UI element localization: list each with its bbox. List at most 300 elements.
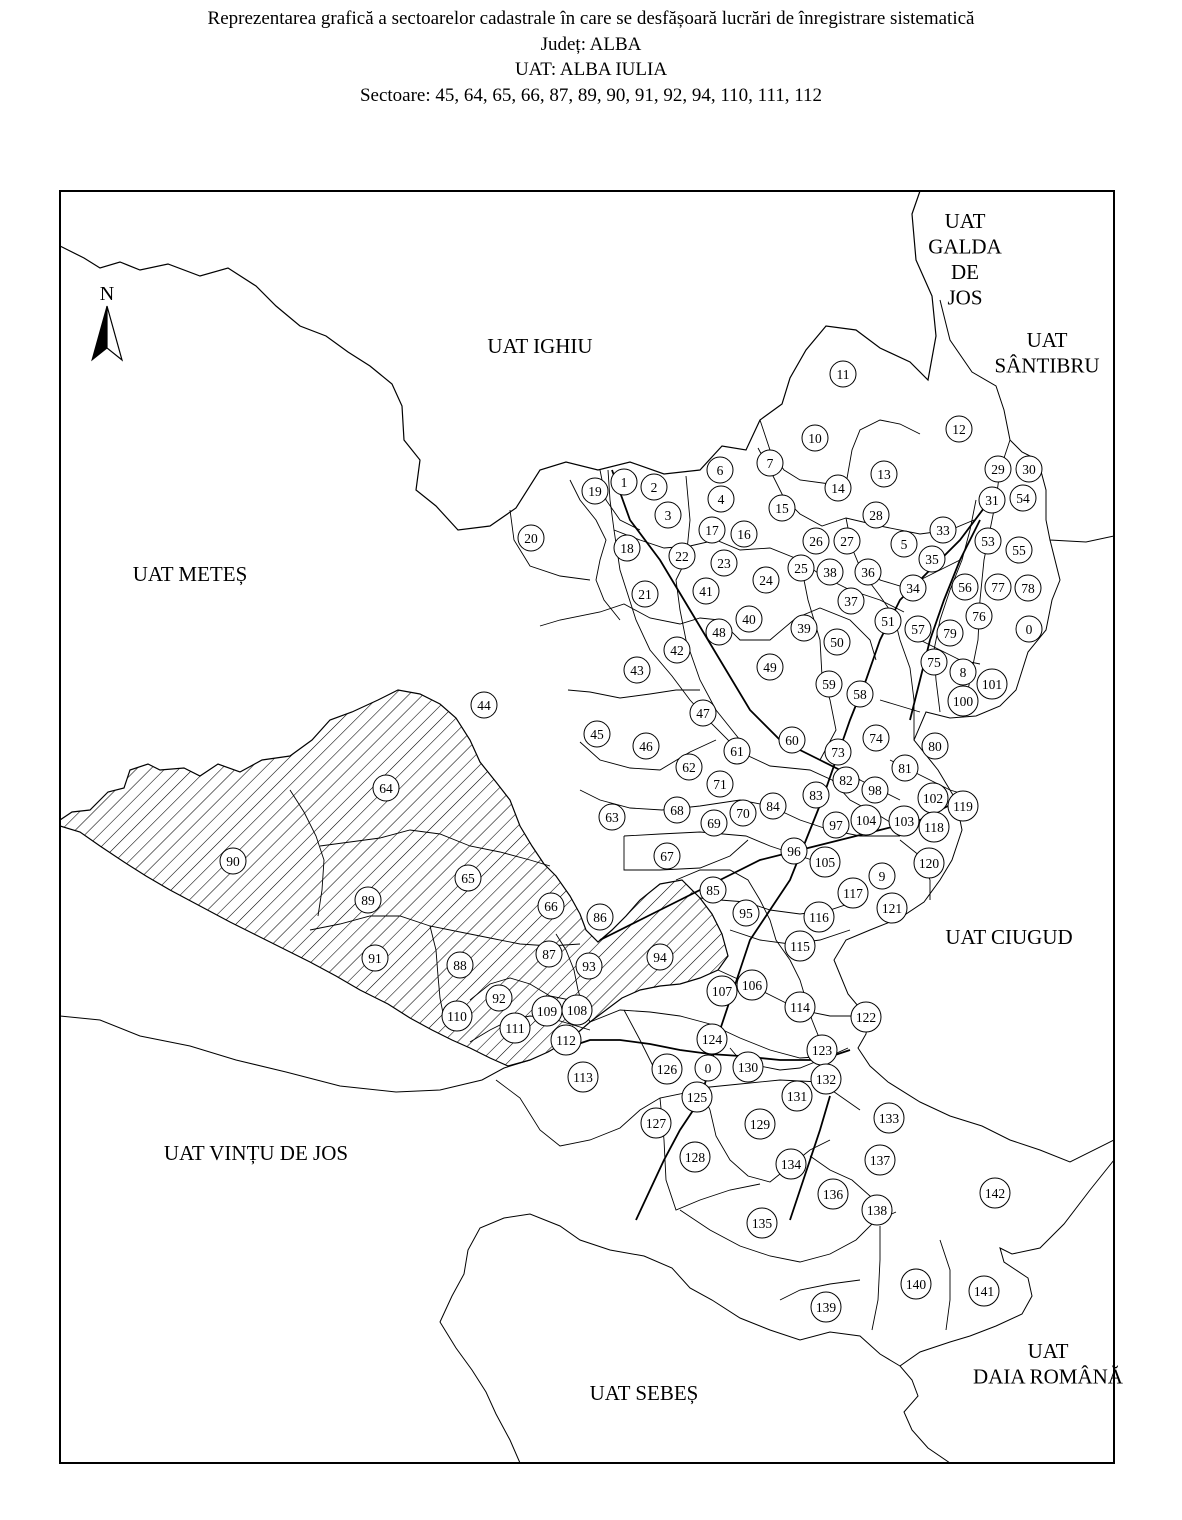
sector-81 [892,755,918,781]
sector-105 [810,847,840,877]
sector-number: 131 [786,1089,808,1104]
sector-58 [847,681,873,707]
sector-number: 4 [717,492,725,507]
sector-number: 75 [927,655,941,670]
sector-66-highlighted [538,893,564,919]
sector-number: 63 [605,810,619,825]
uat-label-line: UAT [1027,1339,1069,1363]
sector-number: 89 [361,893,375,908]
sector-94-highlighted [647,944,673,970]
sector-number: 27 [840,534,854,549]
sector-number: 137 [869,1153,891,1168]
sector-90-highlighted [220,848,246,874]
sector-number: 70 [736,806,750,821]
sector-number: 96 [787,844,801,859]
sector-number: 37 [844,594,858,609]
sector-9 [869,863,895,889]
sector-108 [562,995,592,1025]
sector-61 [724,738,750,764]
sector-number: 20 [524,531,538,546]
sector-number: 44 [477,698,491,713]
sector-124 [697,1024,727,1054]
sector-number: 45 [590,727,604,742]
sector-74 [863,725,889,751]
municipality-boundary [60,191,936,530]
sector-95 [733,900,759,926]
southeast-boundary [900,1160,1114,1463]
sector-54 [1010,485,1036,511]
sector-16 [731,521,757,547]
sector-number: 59 [822,677,836,692]
sector-number: 48 [712,625,726,640]
sector-57 [905,616,931,642]
sector-91-highlighted [362,945,388,971]
sector-number: 10 [808,431,822,446]
sector-138 [862,1195,892,1225]
sector-71 [707,771,733,797]
sector-38 [817,559,843,585]
sector-number: 133 [878,1111,900,1126]
sector-number: 6 [716,463,724,478]
sector-5 [891,531,917,557]
sector-number: 60 [785,733,799,748]
sector-number: 41 [699,584,713,599]
sector-11 [830,361,856,387]
sector-number: 85 [706,883,720,898]
uat-label-vintu [164,1141,348,1165]
sector-131 [782,1081,812,1111]
sector-4 [708,486,734,512]
sector-number: 14 [831,481,845,496]
sector-136 [818,1179,848,1209]
sector-137 [865,1145,895,1175]
sector-20 [518,525,544,551]
sector-number: 74 [869,731,883,746]
sectors-line: Sectoare: 45, 64, 65, 66, 87, 89, 90, 91, 92, 94, 110, 111, 112 [359,84,823,106]
sector-number: 30 [1022,462,1036,477]
uat-label-line: UAT CIUGUD [945,925,1073,949]
sector-number: 88 [453,958,467,973]
sector-number: 113 [573,1070,593,1085]
sector-number: 136 [822,1187,844,1202]
uat-label-line: DAIA ROMÂNĂ [973,1364,1123,1389]
sector-number: 11 [836,367,850,382]
sector-number: 57 [911,622,925,637]
sector-number: 23 [717,556,731,571]
uat-label-ighiu [487,334,592,358]
sector-number: 124 [701,1032,723,1047]
north-arrow-icon [92,283,122,360]
sector-number: 129 [749,1117,771,1132]
sector-number: 9 [878,869,886,884]
uat-label-ciugud [945,925,1072,949]
sector-12 [946,416,972,442]
sector-number: 127 [645,1116,667,1131]
sector-83 [803,782,829,808]
uat-label-metes [133,562,248,586]
sector-125 [682,1082,712,1112]
sector-47 [690,700,716,726]
sector-30 [1016,456,1042,482]
sector-6 [707,457,733,483]
sector-number: 46 [639,739,653,754]
sector-88 [447,952,473,978]
sector-number: 33 [936,523,950,538]
sector-106 [737,970,767,1000]
sector-69 [701,810,727,836]
sector-21 [632,581,658,607]
sector-85 [700,877,726,903]
sector-number: 66 [544,899,558,914]
sector-96 [781,838,807,864]
sector-number: 31 [985,493,999,508]
uat-label-daia [973,1339,1124,1389]
sector-51 [875,608,901,634]
sector-86 [587,904,613,930]
sector-19 [582,478,608,504]
uat-label-line: UAT [1026,328,1068,352]
sector-number: 26 [809,534,823,549]
uat-label-line: GALDA [928,234,1002,259]
sector-78 [1015,575,1041,601]
sector-number: 24 [759,573,773,588]
sector-102 [918,783,948,813]
sector-number: 111 [505,1021,525,1036]
sector-number: 142 [984,1186,1006,1201]
sector-number: 95 [739,906,753,921]
sector-65-highlighted [455,865,481,891]
sector-73 [825,739,851,765]
sector-number: 83 [809,788,823,803]
sector-number: 53 [981,534,995,549]
sector-number: 34 [906,581,920,596]
sector-0 [1016,616,1042,642]
sector-number: 138 [866,1203,888,1218]
uat-label-line: UAT [944,209,986,233]
sector-number: 39 [797,621,811,636]
sector-number: 106 [741,978,763,993]
sector-53 [975,528,1001,554]
sector-117 [838,878,868,908]
sector-number: 116 [809,910,829,925]
sector-26 [803,528,829,554]
sector-number: 121 [881,901,903,916]
sector-number: 76 [972,609,986,624]
sector-number: 100 [952,694,974,709]
sector-number: 92 [492,991,506,1006]
sector-50 [824,629,850,655]
sector-120 [914,848,944,878]
sector-number: 18 [620,541,634,556]
sector-number: 2 [650,480,658,495]
uat-label-galda [928,209,1002,310]
sector-36 [855,559,881,585]
sector-number: 38 [823,565,837,580]
sector-46 [633,733,659,759]
sector-number: 50 [830,635,844,650]
sector-number: 49 [763,660,777,675]
sector-39 [791,615,817,641]
sector-7 [757,450,783,476]
sector-133 [874,1103,904,1133]
sector-number: 112 [556,1033,576,1048]
sector-126 [652,1054,682,1084]
sector-number: 117 [843,886,863,901]
east-boundary [834,540,1114,1162]
sector-number: 13 [877,467,891,482]
sector-number: 12 [952,422,966,437]
sector-3 [655,502,681,528]
sector-68 [664,797,690,823]
sector-59 [816,671,842,697]
sector-number: 56 [958,580,972,595]
sector-33 [930,517,956,543]
sector-number: 102 [922,791,944,806]
sector-23 [711,550,737,576]
sector-number: 109 [536,1004,558,1019]
sector-101 [977,669,1007,699]
uat-label-line: UAT METEȘ [132,562,248,586]
sector-140 [901,1269,931,1299]
sector-48 [706,619,732,645]
sector-84 [760,793,786,819]
sector-number: 7 [766,456,774,471]
sector-60 [779,727,805,753]
sector-41 [693,578,719,604]
sector-number: 115 [790,939,810,954]
sector-number: 69 [707,816,721,831]
sector-142 [980,1178,1010,1208]
sector-62 [676,754,702,780]
sector-number: 15 [775,501,789,516]
sector-28 [863,502,889,528]
county-line: Județ: ALBA [540,33,642,55]
sector-49 [757,654,783,680]
sector-number: 21 [638,587,652,602]
sector-number: 8 [959,665,967,680]
sector-79 [937,620,963,646]
sector-number: 128 [684,1150,706,1165]
sector-134 [776,1149,806,1179]
uat-label-line: SÂNTIBRU [994,353,1100,378]
sector-number: 55 [1012,543,1026,558]
sector-number: 110 [447,1009,467,1024]
uat-label-line: UAT SEBEȘ [589,1381,699,1405]
sector-number: 123 [811,1043,833,1058]
sector-97 [823,812,849,838]
sector-63 [599,804,625,830]
sector-number: 0 [1025,622,1033,637]
sector-number: 98 [868,783,882,798]
sector-number: 80 [928,739,942,754]
sector-number: 25 [794,561,808,576]
sector-35 [919,546,945,572]
sector-44 [471,692,497,718]
uat-label-line: DE [951,260,979,284]
sector-number: 107 [711,984,733,999]
sector-24 [753,567,779,593]
sector-92-highlighted [486,985,512,1011]
sector-number: 93 [582,959,596,974]
sector-number: 36 [861,565,875,580]
sector-118 [919,812,949,842]
sector-98 [862,777,888,803]
sector-number: 71 [713,777,727,792]
sector-82 [833,767,859,793]
sector-93 [576,953,602,979]
sector-number: 73 [831,745,845,760]
sector-13 [871,461,897,487]
sector-number: 134 [780,1157,802,1172]
sector-89-highlighted [355,887,381,913]
sector-number: 35 [925,552,939,567]
sector-number: 62 [682,760,696,775]
highlighted-sector-area [60,690,728,1066]
sector-number: 68 [670,803,684,818]
sector-116 [804,902,834,932]
sector-number: 82 [839,773,853,788]
sector-135 [747,1208,777,1238]
sector-119 [948,791,978,821]
sector-110-highlighted [442,1001,472,1031]
sector-17 [699,517,725,543]
sector-100 [948,686,978,716]
sector-number: 79 [943,626,957,641]
sector-number: 3 [664,508,672,523]
uat-line: UAT: ALBA IULIA [514,59,668,80]
sector-number: 64 [379,781,393,796]
sebes-border [440,1214,900,1463]
sector-number: 77 [991,580,1005,595]
sector-45-highlighted [584,721,610,747]
sector-132 [811,1064,841,1094]
sector-42 [664,637,690,663]
sector-number: 132 [815,1072,837,1087]
sector-22 [669,543,695,569]
sector-number: 140 [905,1277,927,1292]
sector-64-highlighted [373,775,399,801]
sector-8 [950,659,976,685]
sector-number: 51 [881,614,895,629]
sector-number: 108 [566,1003,588,1018]
sector-number: 5 [900,537,908,552]
sector-number: 125 [686,1090,708,1105]
sector-123 [807,1035,837,1065]
sector-number: 104 [855,813,877,828]
sector-29 [985,456,1011,482]
sector-number: 118 [924,820,944,835]
sector-number: 65 [461,871,475,886]
sector-number: 19 [588,484,602,499]
sector-number: 87 [542,947,556,962]
sector-number: 40 [742,612,756,627]
sector-number: 28 [869,508,883,523]
sector-25 [788,555,814,581]
sector-number: 58 [853,687,867,702]
sector-128 [680,1142,710,1172]
sector-number: 120 [918,856,940,871]
sector-number: 139 [815,1300,837,1315]
uat-label-line: UAT VINȚU DE JOS [163,1141,349,1165]
sector-113 [568,1062,598,1092]
sector-number: 94 [653,950,667,965]
sector-number: 16 [737,527,751,542]
sector-87-highlighted [536,941,562,967]
sector-37 [838,588,864,614]
sector-number: 54 [1016,491,1030,506]
sector-34 [900,575,926,601]
sector-107 [707,976,737,1006]
sector-141 [969,1276,999,1306]
sector-number: 97 [829,818,843,833]
sector-number: 105 [814,855,836,870]
sector-number: 90 [226,854,240,869]
sector-111-highlighted [500,1013,530,1043]
sector-40 [736,606,762,632]
sector-number: 61 [730,744,744,759]
sector-number: 22 [675,549,689,564]
uat-label-line: JOS [947,285,983,310]
sector-0 [695,1055,721,1081]
uat-label-line: UAT IGHIU [487,334,593,358]
sector-number: 122 [855,1010,877,1025]
sector-55 [1006,537,1032,563]
sector-number: 17 [705,523,719,538]
sector-112-highlighted [551,1025,581,1055]
sector-number: 141 [973,1284,995,1299]
sector-109 [532,996,562,1026]
sector-80 [922,733,948,759]
sector-129 [745,1109,775,1139]
sector-number: 119 [953,799,973,814]
uat-label-santimbru [994,328,1099,378]
sector-number: 86 [593,910,607,925]
map-title: Reprezentarea grafică a sectoarelor cadastrale în care se desfășoară lucrări de înregistrare sistematică [207,8,975,29]
sector-130 [733,1052,763,1082]
sector-number: 43 [630,663,644,678]
sector-number: 42 [670,643,684,658]
sector-10 [802,425,828,451]
sector-number: 0 [704,1061,712,1076]
sector-127 [641,1108,671,1138]
sector-43 [624,657,650,683]
sector-122 [851,1002,881,1032]
sector-139 [811,1292,841,1322]
sector-76 [966,603,992,629]
sector-number: 67 [660,849,674,864]
sector-14 [825,475,851,501]
sector-103 [889,806,919,836]
sector-number: 29 [991,462,1005,477]
sector-number: 91 [368,951,382,966]
sector-number: 47 [696,706,710,721]
sector-number: 130 [737,1060,759,1075]
sector-15 [769,495,795,521]
sector-number: 1 [620,475,628,490]
sector-2 [641,474,667,500]
sector-75 [921,649,947,675]
sector-115 [785,931,815,961]
sector-70 [730,800,756,826]
north-label: N [99,283,115,305]
sector-number: 78 [1021,581,1035,596]
sector-number: 101 [981,677,1003,692]
sector-77 [985,574,1011,600]
sector-number: 114 [790,1000,810,1015]
sector-number: 126 [656,1062,678,1077]
sector-31 [979,487,1005,513]
sector-121 [877,893,907,923]
